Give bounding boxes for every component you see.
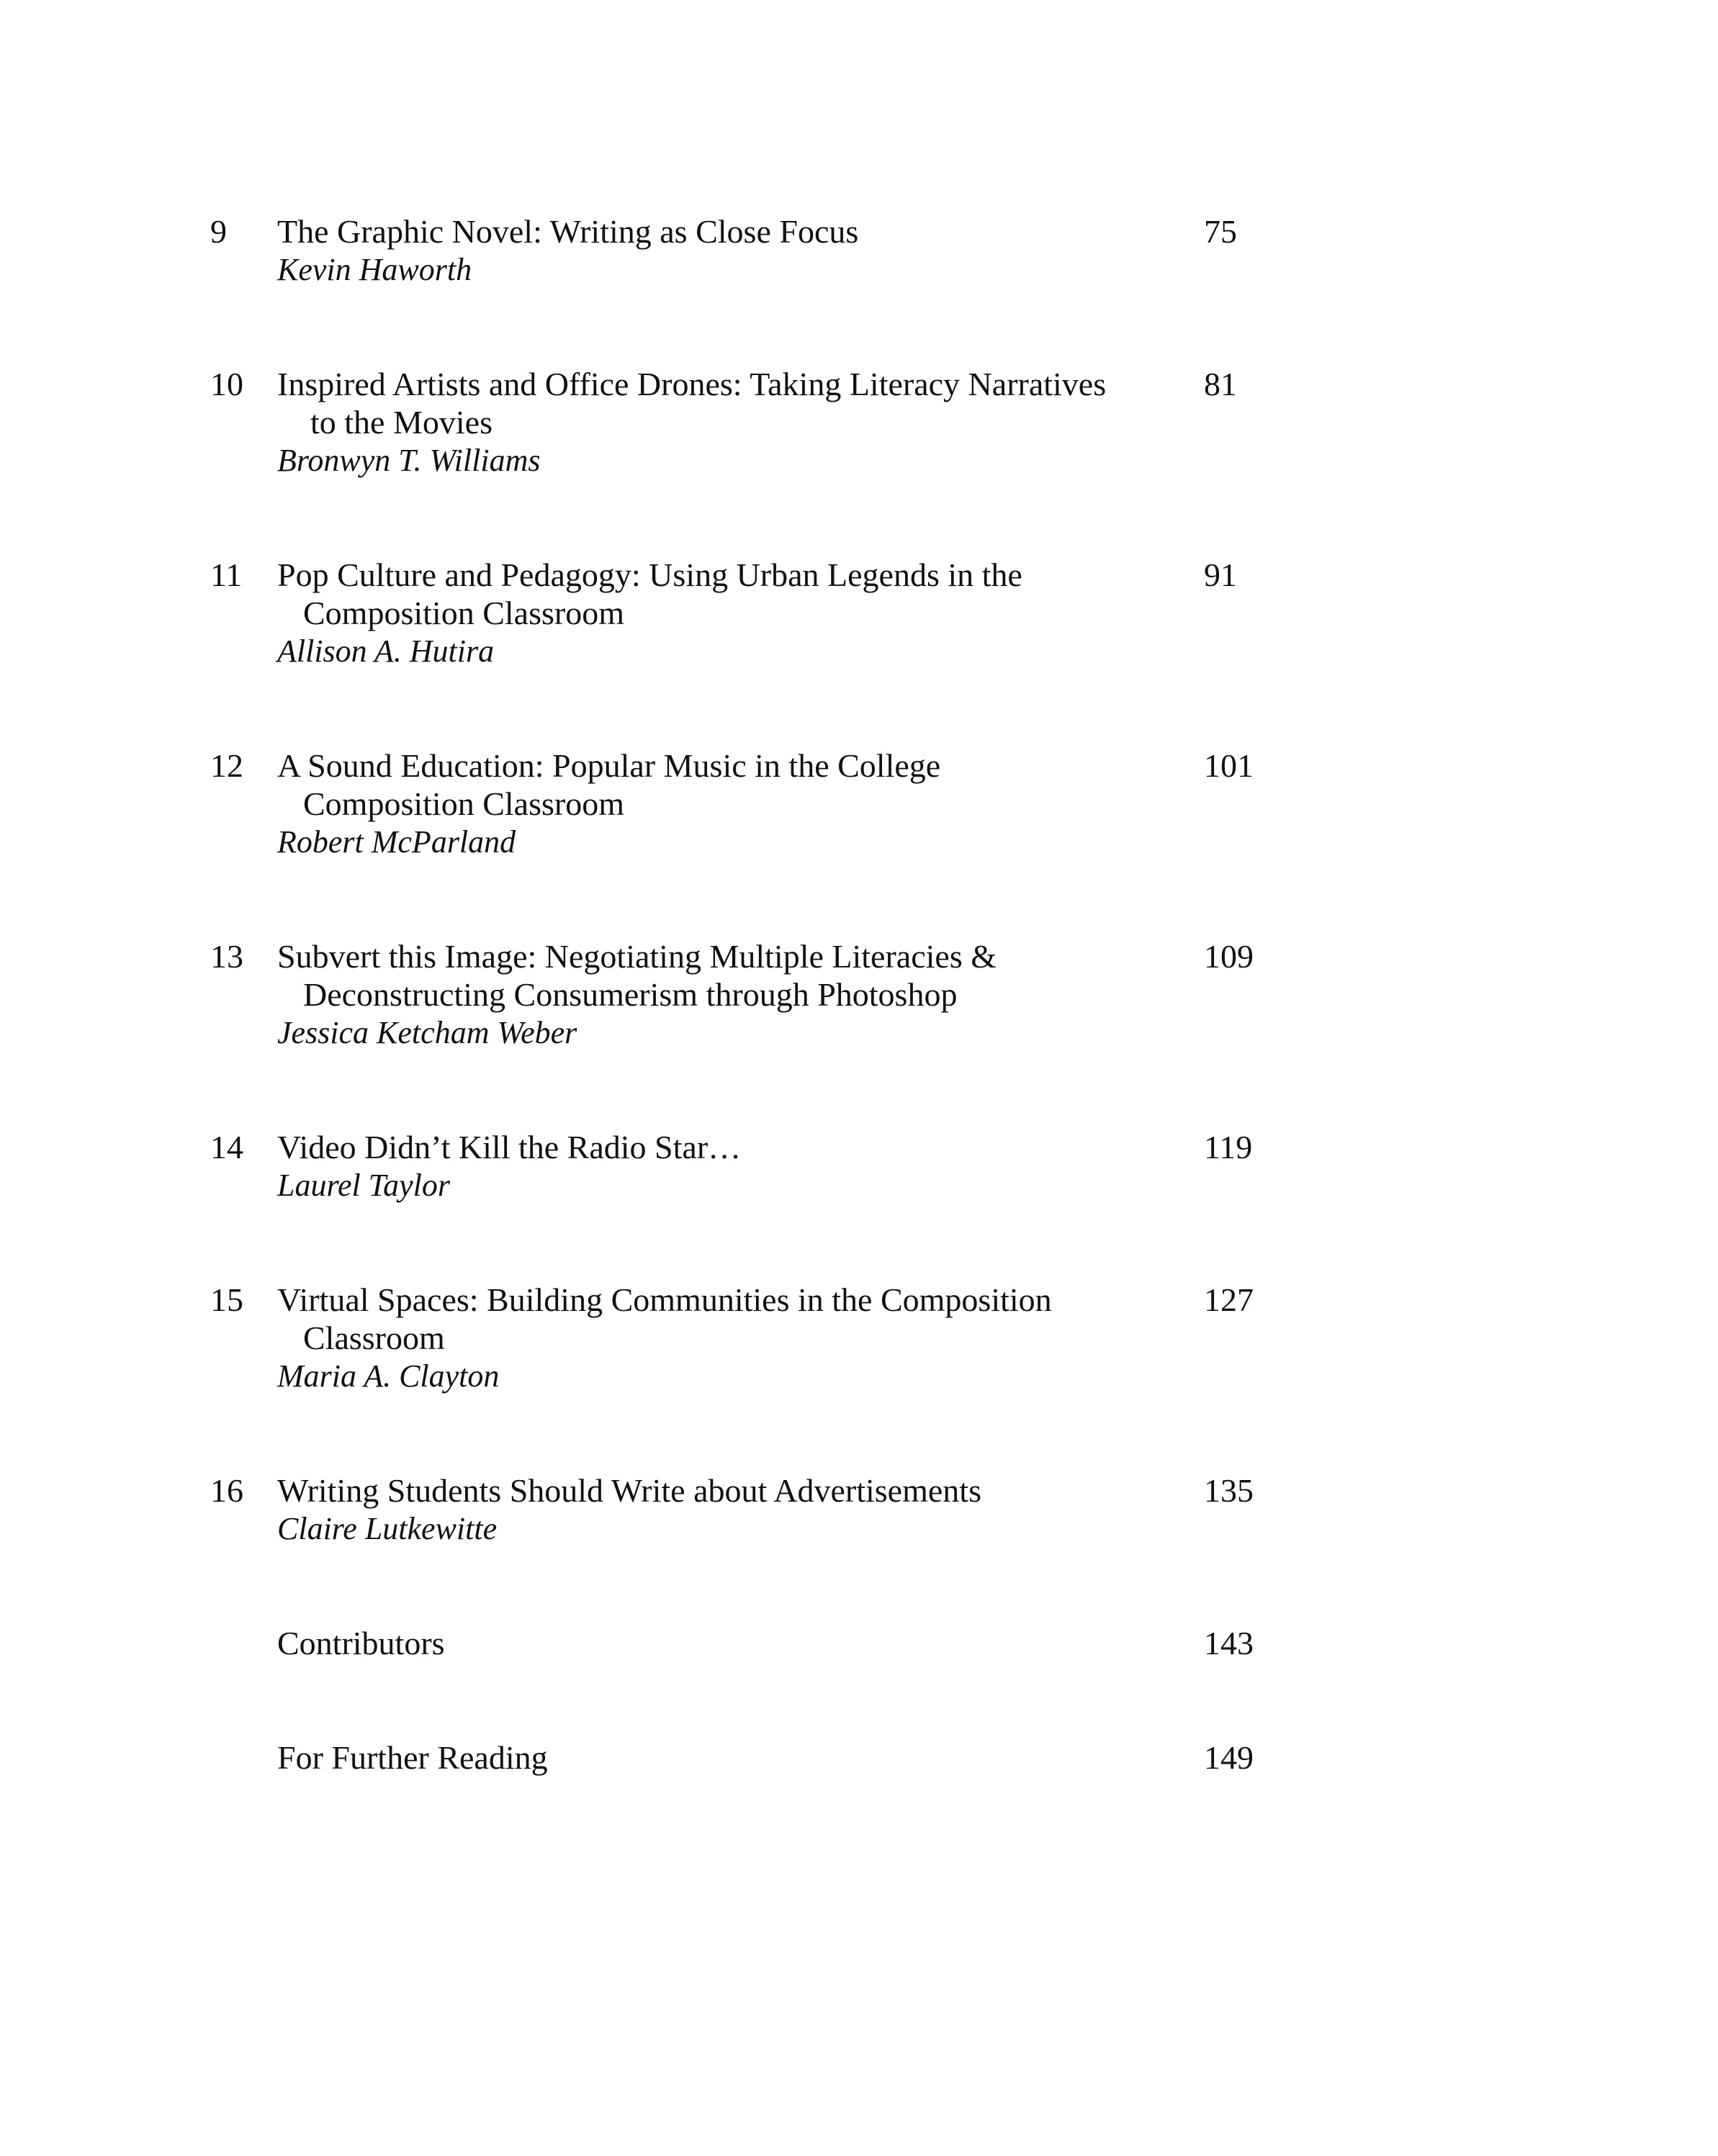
page-number: 109 [1204, 938, 1254, 975]
back-matter-title: For Further Reading [277, 1739, 548, 1776]
chapter-title: A Sound Education: Popular Music in the College [277, 747, 941, 784]
chapter-number: 9 [210, 213, 227, 250]
chapter-number: 10 [210, 366, 243, 402]
chapter-number: 16 [210, 1472, 243, 1509]
chapter-title: Video Didn’t Kill the Radio Star… [277, 1129, 742, 1165]
chapter-author: Laurel Taylor [277, 1168, 451, 1203]
chapter-title-block [277, 1281, 1177, 1395]
chapter-title-block [277, 212, 1177, 289]
chapter-number: 14 [210, 1129, 243, 1165]
chapter-title-block [277, 556, 1177, 670]
chapter-title-block [277, 937, 1177, 1052]
page-number: 75 [1204, 213, 1237, 250]
chapter-author: Claire Lutkewitte [277, 1511, 498, 1546]
back-matter-title: Contributors [277, 1625, 445, 1661]
chapter-title-block [277, 365, 1177, 479]
back-matter-title-block [277, 1738, 1177, 1777]
chapter-title: Writing Students Should Write about Advertisements [277, 1472, 981, 1509]
page-number: 101 [1204, 747, 1254, 784]
page-number: 127 [1204, 1281, 1254, 1318]
chapter-title-continuation: to the Movies [310, 404, 493, 441]
chapter-number: 11 [210, 556, 243, 593]
chapter-number: 13 [210, 938, 243, 975]
chapter-title-continuation: Composition Classroom [303, 595, 624, 631]
back-matter-title-block [277, 1624, 1177, 1662]
chapter-author: Jessica Ketcham Weber [277, 1015, 577, 1050]
chapter-title: Subvert this Image: Negotiating Multiple Literacies & [277, 938, 997, 975]
page-number: 81 [1204, 366, 1237, 402]
page-number: 135 [1204, 1472, 1254, 1509]
chapter-title-block [277, 1128, 1177, 1204]
chapter-author: Allison A. Hutira [277, 633, 495, 669]
chapter-author: Maria A. Clayton [277, 1358, 500, 1394]
chapter-title-continuation: Composition Classroom [303, 785, 624, 822]
chapter-title-block [277, 747, 1177, 861]
chapter-number: 12 [210, 747, 243, 784]
page-number: 91 [1204, 556, 1237, 593]
chapter-title-continuation: Deconstructing Consumerism through Photoshop [303, 976, 958, 1013]
page-number: 119 [1204, 1129, 1253, 1165]
chapter-title-continuation: Classroom [303, 1320, 445, 1356]
chapter-title: Pop Culture and Pedagogy: Using Urban Legends in the [277, 556, 1022, 593]
page-number: 149 [1204, 1739, 1254, 1776]
chapter-title-block [277, 1471, 1177, 1548]
chapter-author: Bronwyn T. Williams [277, 443, 541, 478]
chapter-title: Virtual Spaces: Building Communities in the Composition [277, 1281, 1052, 1318]
chapter-author: Robert McParland [277, 824, 516, 860]
chapter-title: Inspired Artists and Office Drones: Taking Literacy Narratives [277, 366, 1107, 402]
chapter-number: 15 [210, 1281, 243, 1318]
chapter-title: The Graphic Novel: Writing as Close Focus [277, 213, 859, 250]
chapter-author: Kevin Haworth [277, 252, 472, 287]
page-number: 143 [1204, 1625, 1254, 1661]
